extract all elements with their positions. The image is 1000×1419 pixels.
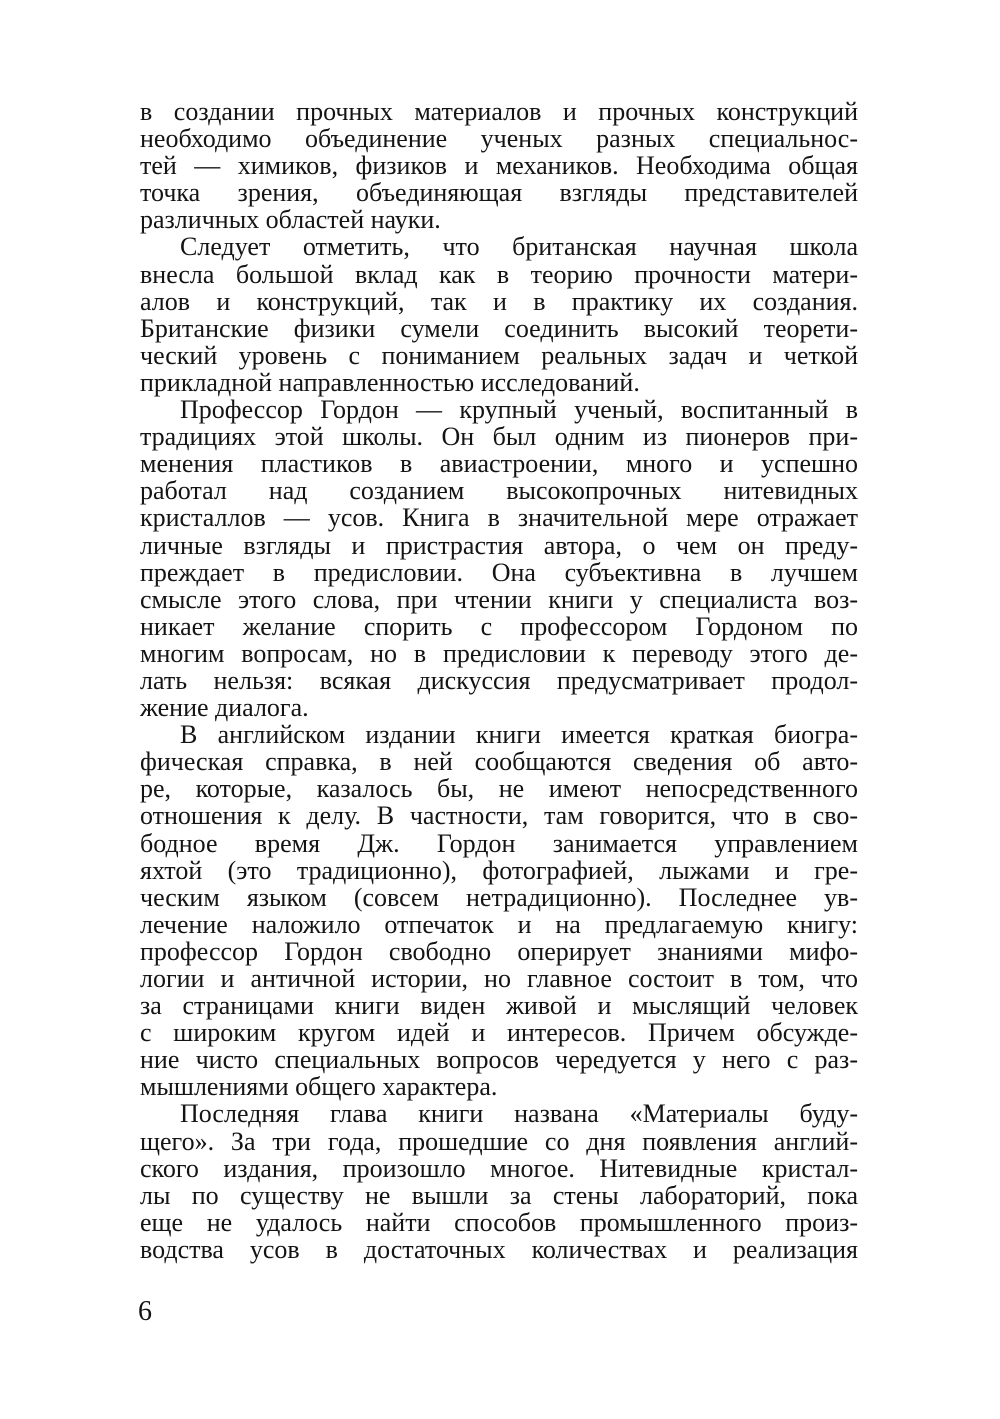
text-line: ческий уровень с пониманием реальных задач и четкой [140,340,858,370]
text-line: ре, которые, казалось бы, не имеют непосредственного [140,774,858,804]
text-line: кристаллов — усов. Книга в значительной мере отражает [140,503,858,533]
text-line: алов и конструкций, так и в практику их создания. [140,286,858,316]
page-number: 6 [138,1296,152,1327]
text-line: ского издания, произошло многое. Нитевидные кристал- [140,1153,858,1183]
text-line: мышлениями общего характера. [140,1072,498,1102]
text-line: Профессор Гордон — крупный ученый, воспитанный в [180,395,858,425]
text-line: с широким кругом идей и интересов. Причем обсужде- [140,1018,858,1048]
text-line: внесла большой вклад как в теорию прочности матери- [140,259,858,289]
text-line: точка зрения, объединяющая взгляды представителей [140,178,858,208]
page-text [140,98,858,1263]
text-line: Следует отметить, что британская научная школа [180,232,858,262]
text-line: многим вопросам, но в предисловии к переводу этого де- [140,638,858,668]
text-line: ние чисто специальных вопросов чередуется у него с раз- [140,1045,858,1075]
text-line: отношения к делу. В частности, там говорится, что в сво- [140,801,858,831]
text-line: необходимо объединение ученых разных специальнос- [140,124,858,154]
text-line: лать нельзя: всякая дискуссия предусматривает продол- [140,665,858,695]
text-line: в создании прочных материалов и прочных конструкций [140,97,858,126]
text-line: щего». За три года, прошедшие со дня появления англий- [140,1126,858,1156]
text-line: никает желание спорить с профессором Гордоном по [140,611,858,641]
text-line: Британские физики сумели соединить высокий теорети- [140,313,858,343]
text-line: логии и античной истории, но главное состоит в том, что [140,964,858,993]
text-line: фическая справка, в ней сообщаются сведения об авто- [140,747,858,777]
text-line: Последняя глава книги названа «Материалы буду- [180,1099,858,1129]
text-line: работал над созданием высокопрочных нитевидных [140,476,858,506]
text-line: тей — химиков, физиков и механиков. Необходима общая [140,151,858,181]
text-line: преждает в предисловии. Она субъективна в лучшем [140,557,858,587]
text-line: личные взгляды и пристрастия автора, о чем он преду- [140,530,858,560]
text-line: бодное время Дж. Гордон занимается управлением [140,828,858,858]
text-line: смысле этого слова, при чтении книги у специалиста воз- [140,584,858,614]
text-line: традициях этой школы. Он был одним из пионеров при- [140,422,858,452]
text-line: лы по существу не вышли за стены лабораторий, пока [140,1180,858,1210]
text-line: еще не удалось найти способов промышленного произ- [140,1207,858,1237]
text-line: В английском издании книги имеется краткая биогра- [180,720,858,750]
text-line: профессор Гордон свободно оперирует знаниями мифо- [140,936,858,966]
text-line: лечение наложило отпечаток и на предлагаемую книгу: [140,909,858,939]
text-line: ческим языком (совсем нетрадиционно). Последнее ув- [140,882,858,912]
text-line: яхтой (это традиционно), фотографией, лыжами и гре- [140,855,858,885]
text-line: прикладной направленностью исследований. [140,367,640,397]
text-line: различных областей науки. [140,205,441,235]
text-line: за страницами книги виден живой и мыслящий человек [140,991,858,1021]
text-line: менения пластиков в авиастроении, много и успешно [140,449,858,479]
text-line: водства усов в достаточных количествах и реализация [140,1234,858,1264]
text-line: жение диалога. [140,693,309,723]
